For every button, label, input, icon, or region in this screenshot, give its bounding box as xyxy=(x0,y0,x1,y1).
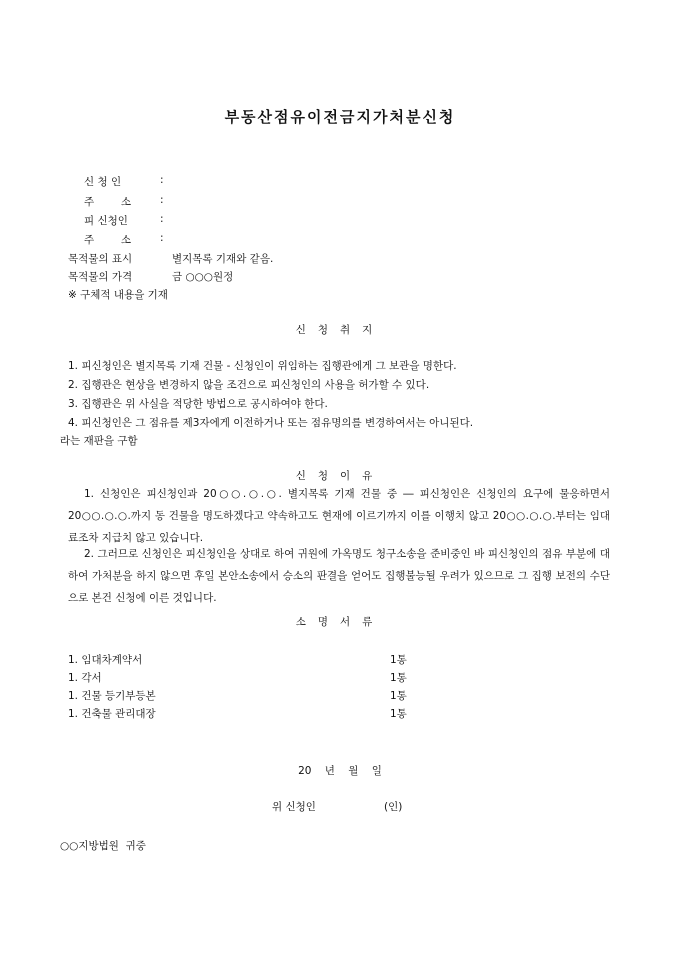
evidence-item-name: 1. 건물 등기부등본 xyxy=(68,690,156,702)
evidence-item-qty: 1통 xyxy=(390,654,407,666)
reason-paragraph-1: 1. 신청인은 피신청인과 20○○.○.○. 별지목록 기재 건물 중 ― 피신청인은 신청인의 요구에 물응하면서 20○○.○.○.까지 동 건물을 명도하겠다고 약속하고도 현재에 이르기까지 이를 이행치 않고 20○○.○.○.부터는 임대료조차 지급치 않고 있습니다. xyxy=(68,488,610,544)
evidence-item-qty: 1통 xyxy=(390,672,407,684)
reason-paragraph-2: 2. 그러므로 신청인은 피신청인을 상대로 하여 귀원에 가옥명도 청구소송을 준비중인 바 피신청인의 점유 부분에 대하여 가처분을 하지 않으면 후일 본안소송에서 승소의 판결을 얻어도 집행불능될 우려가 있으므로 그 집행 보전의 수단으로 본건 신청에 이른 것입니다. xyxy=(68,548,610,604)
purpose-item-4: 4. 피신청인은 그 점유를 제3자에게 이전하거나 또는 점유명의를 변경하여서는 아니된다. xyxy=(68,417,474,429)
applicant-address-colon: : xyxy=(160,194,164,206)
date-line: 20 년 월 일 xyxy=(298,765,382,777)
court-addressee: ○○지방법원 귀중 xyxy=(60,840,146,852)
purpose-item-3: 3. 집행관은 위 사실을 적당한 방법으로 공시하여야 한다. xyxy=(68,398,328,410)
evidence-item-name: 1. 건축물 관리대장 xyxy=(68,708,156,720)
evidence-item-name: 1. 각서 xyxy=(68,672,102,684)
object-value: 별지목록 기재와 같음. xyxy=(172,253,274,265)
applicant-colon: : xyxy=(160,174,164,186)
object-note: ※ 구체적 내용을 기재 xyxy=(68,289,168,301)
evidence-item-qty: 1통 xyxy=(390,708,407,720)
applicant-label: 신 청 인 xyxy=(84,176,122,188)
purpose-closing: 라는 재판을 구함 xyxy=(60,435,138,447)
evidence-item-name: 1. 임대차계약서 xyxy=(68,654,143,666)
applicant-address-label: 주 소 xyxy=(84,196,131,208)
object-label: 목적물의 표시 xyxy=(68,253,133,265)
respondent-label: 피 신청인 xyxy=(84,215,128,227)
purpose-item-2: 2. 집행관은 현상을 변경하지 않을 조건으로 피신청인의 사용을 허가할 수 있다. xyxy=(68,379,430,391)
respondent-address-label: 주 소 xyxy=(84,234,131,246)
evidence-item-qty: 1통 xyxy=(390,690,407,702)
document-title: 부동산점유이전금지가처분신청 xyxy=(224,108,456,126)
respondent-colon: : xyxy=(160,213,164,225)
purpose-heading: 신청취지 xyxy=(295,324,385,336)
signer-label: 위 신청인 xyxy=(272,801,316,813)
object-price-label: 목적물의 가격 xyxy=(68,271,133,283)
purpose-item-1: 1. 피신청인은 별지목록 기재 건물 - 신청인이 위임하는 집행관에게 그 보관을 명한다. xyxy=(68,360,457,372)
object-price-value: 금 ○○○원정 xyxy=(172,271,234,283)
evidence-heading: 소명서류 xyxy=(295,616,385,628)
seal-mark: (인) xyxy=(384,801,403,813)
reason-heading: 신청이유 xyxy=(295,470,385,482)
respondent-address-colon: : xyxy=(160,232,164,244)
